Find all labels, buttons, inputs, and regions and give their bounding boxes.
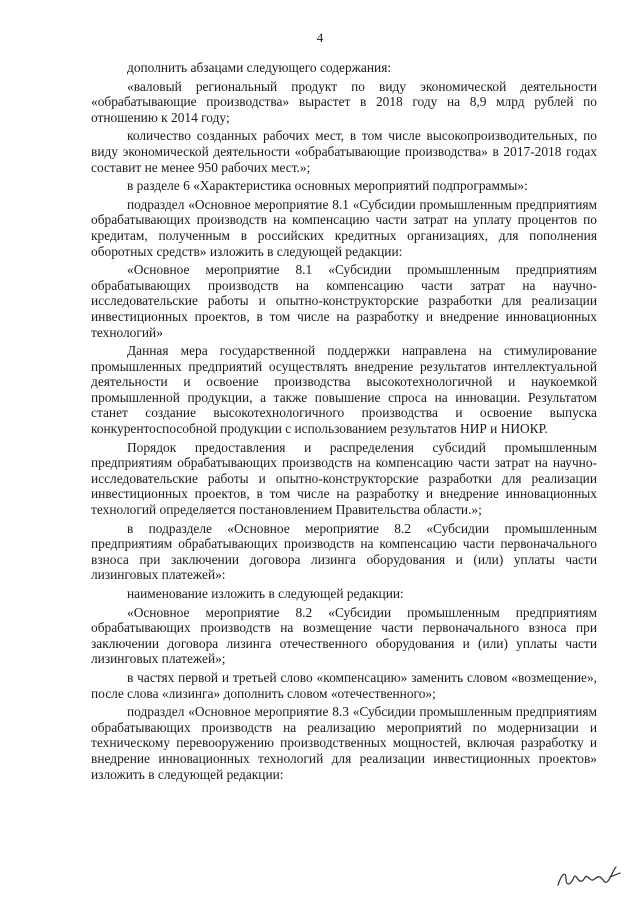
- paragraph: Порядок предоставления и распределения субсидий промышленным предприятиям обрабатывающих производств на компенсацию части затрат на научно-исследовательские работы и опытно-конструкторские разработки для реализации инвестиционных проектов, в том числе на разработку и внедрение инновационных технологий определяется постановлением Правительства области.»;: [91, 439, 597, 518]
- page-number: 4: [316, 30, 324, 45]
- paragraph: подраздел «Основное мероприятие 8.1 «Субсидии промышленным предприятиям обрабатывающих производств на компенсацию части затрат на уплату процентов по кредитам, полученным в российских кредитных организациях, для пополнения оборотных средств» изложить в следующей редакции:: [91, 196, 597, 259]
- paragraph: «Основное мероприятие 8.1 «Субсидии промышленным предприятиям обрабатывающих производств на компенсацию части затрат на научно-исследовательские работы и опытно-конструкторские разработки для реализации инвестиционных проектов, в том числе на разработку и внедрение инновационных технологий»: [91, 262, 597, 340]
- paragraph: в подразделе «Основное мероприятие 8.2 «Субсидии промышленным предприятиям обрабатывающих производств на компенсацию части первоначального взноса при заключении договора лизинга оборудования и (или) уплаты части лизинговых платежей»:: [91, 520, 597, 583]
- handwritten-signature: [554, 863, 624, 893]
- paragraph: подраздел «Основное мероприятие 8.3 «Субсидии промышленным предприятиям обрабатывающих производств на реализацию мероприятий по модернизации и техническому перевооружению производственных мощностей, включая разработку и внедрение инновационных технологий для реализации инвестиционных проектов» изложить в следующей редакции:: [91, 704, 597, 782]
- document-body: [91, 60, 597, 785]
- paragraph: «Основное мероприятие 8.2 «Субсидии промышленным предприятиям обрабатывающих производств на возмещение части первоначального взноса при заключении договора лизинга отечественного оборудования и (или) уплаты части лизинговых платежей»;: [91, 604, 597, 667]
- paragraph: количество созданных рабочих мест, в том числе высокопроизводительных, по виду экономической деятельности «обрабатывающие производства» в 2017-2018 годах составит не менее 950 рабочих мест.»;: [91, 128, 597, 175]
- paragraph: наименование изложить в следующей редакции:: [127, 586, 404, 601]
- paragraph: в частях первой и третьей слово «компенсацию» заменить словом «возмещение», после слова «лизинга» дополнить словом «отечественного»;: [91, 669, 597, 701]
- paragraph: дополнить абзацами следующего содержания:: [127, 60, 392, 75]
- paragraph: Данная мера государственной поддержки направлена на стимулирование промышленных предприятий осуществлять внедрение результатов интеллектуальной деятельности и освоение производства высокотехнологичной и наукоемкой промышленной продукции, а также повышение спроса на инновации. Результатом станет создание высокотехнологичного производства и освоение выпуска конкурентоспособной продукции с использованием результатов НИР и НИОКР.: [91, 343, 597, 437]
- paragraph: «валовый региональный продукт по виду экономической деятельности «обрабатывающие производства» вырастет в 2018 году на 8,9 млрд рублей по отношению к 2014 году;: [91, 78, 597, 125]
- paragraph: в разделе 6 «Характеристика основных мероприятий подпрограммы»:: [127, 178, 528, 194]
